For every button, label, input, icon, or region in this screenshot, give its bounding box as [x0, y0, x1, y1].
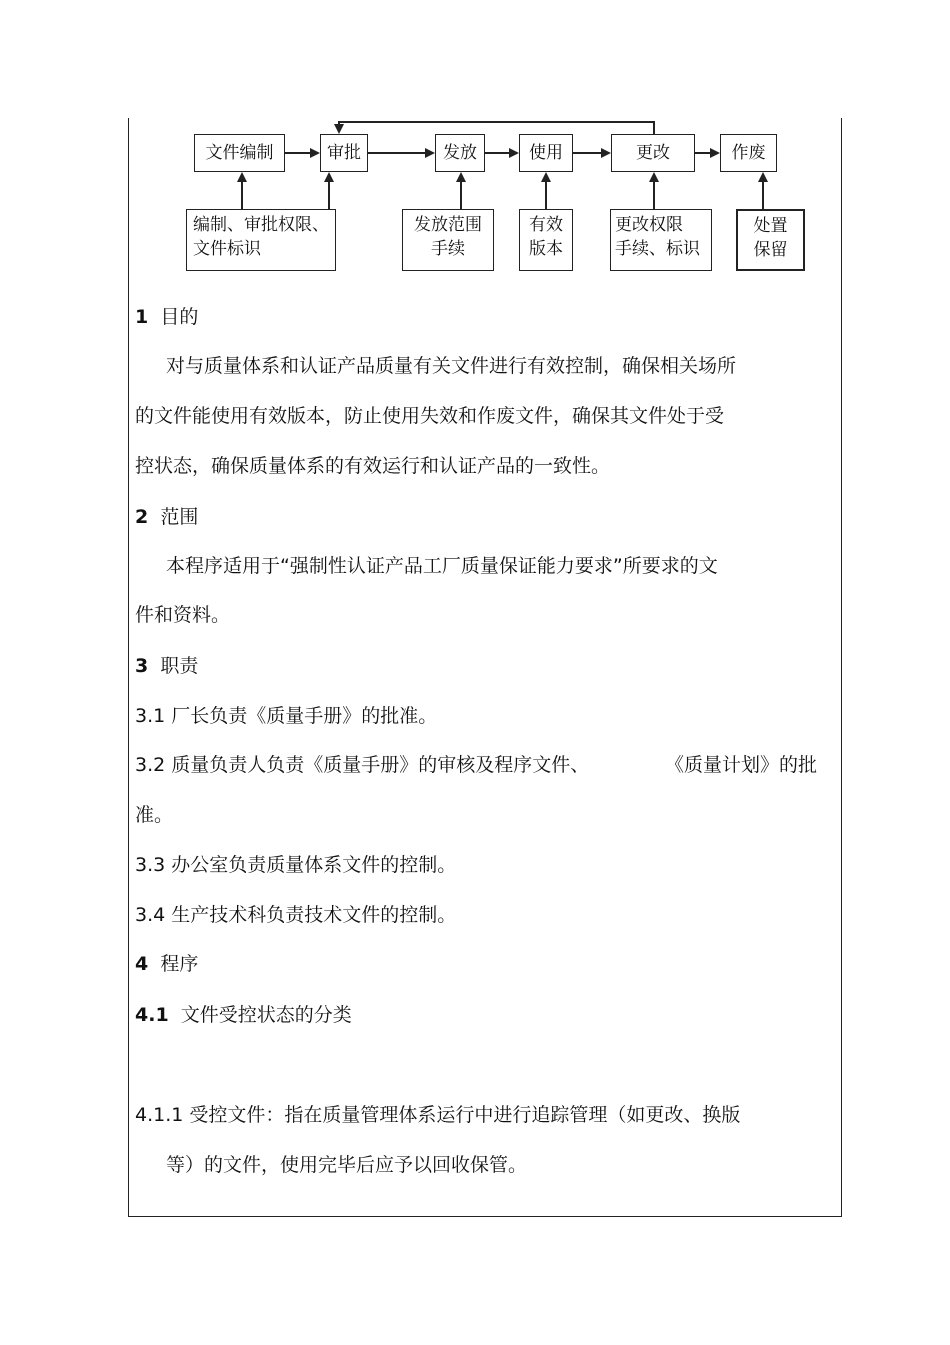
flow-connector — [573, 152, 601, 154]
arrow-right-icon — [601, 148, 611, 158]
note-line: 编制、审批权限、 — [193, 215, 329, 235]
flow-step-label: 发放 — [443, 143, 477, 163]
flow-step-label: 文件编制 — [205, 143, 274, 163]
flow-step-issue — [435, 134, 485, 172]
section-number: 4 — [135, 953, 149, 975]
section-heading-responsibility — [135, 654, 198, 678]
section-title: 范围 — [160, 506, 199, 528]
flow-connector — [545, 181, 547, 209]
clause-3-2-cont: 《质量计划》的批 — [665, 754, 818, 776]
section-number: 3 — [135, 655, 149, 677]
section-title: 目的 — [160, 306, 199, 328]
flow-step-label: 作废 — [731, 143, 766, 163]
arrow-right-icon — [425, 148, 435, 158]
feedback-line — [338, 121, 654, 123]
note-line: 文件标识 — [193, 239, 261, 259]
note-line: 处置 — [753, 216, 788, 236]
arrow-up-icon — [541, 172, 551, 182]
flow-note-change — [610, 209, 712, 271]
clause-4-1 — [135, 1003, 352, 1027]
paragraph-line: 本程序适用于“强制性认证产品工厂质量保证能力要求”所要求的文 — [166, 555, 718, 577]
flow-connector — [653, 181, 655, 209]
arrow-up-icon — [649, 172, 659, 182]
flow-step-draft — [194, 134, 285, 172]
note-line: 保留 — [753, 240, 788, 260]
paragraph-line: 控状态，确保质量体系的有效运行和认证产品的一致性。 — [135, 455, 611, 477]
clause-3-2: 3.2 质量负责人负责《质量手册》的审核及程序文件、 — [135, 754, 590, 776]
flow-connector — [285, 152, 310, 154]
section-number: 4.1 — [135, 1004, 169, 1026]
section-number: 2 — [135, 506, 149, 528]
arrow-up-icon — [758, 172, 768, 182]
note-line: 更改权限 — [615, 215, 683, 235]
feedback-line — [653, 121, 655, 134]
paragraph-line: 件和资料。 — [135, 604, 231, 626]
flow-step-label: 更改 — [636, 143, 670, 163]
clause-4-1-1: 4.1.1 受控文件：指在质量管理体系运行中进行追踪管理（如更改、换版 — [135, 1104, 741, 1126]
flow-note-draft-approve — [186, 209, 336, 271]
flow-step-label: 使用 — [529, 143, 563, 163]
flow-connector — [695, 152, 710, 154]
arrow-up-icon — [456, 172, 466, 182]
flow-note-issue — [402, 209, 494, 271]
clause-3-3: 3.3 办公室负责质量体系文件的控制。 — [135, 854, 457, 876]
arrow-right-icon — [509, 148, 519, 158]
flow-step-approve — [320, 134, 368, 172]
section-title: 程序 — [160, 953, 199, 975]
section-heading-scope — [135, 505, 198, 529]
section-number: 1 — [135, 306, 149, 328]
flow-connector — [485, 152, 509, 154]
note-line: 有效 — [529, 215, 563, 235]
flow-step-void — [720, 134, 777, 172]
section-title: 文件受控状态的分类 — [180, 1004, 352, 1026]
flow-note-use — [519, 209, 573, 271]
arrow-down-icon — [334, 124, 344, 134]
arrow-up-icon — [237, 172, 247, 182]
flow-step-use — [519, 134, 573, 172]
flow-step-label: 审批 — [327, 143, 361, 163]
section-heading-procedure — [135, 952, 198, 976]
flow-connector — [762, 181, 764, 209]
clause-3-2-end: 准。 — [135, 804, 174, 826]
flow-connector — [460, 181, 462, 209]
flow-connector — [368, 152, 425, 154]
clause-3-1: 3.1 厂长负责《质量手册》的批准。 — [135, 705, 438, 727]
clause-4-1-1-cont: 等）的文件，使用完毕后应予以回收保管。 — [166, 1154, 528, 1176]
arrow-right-icon — [710, 148, 720, 158]
note-line: 发放范围 — [414, 215, 482, 235]
note-line: 版本 — [529, 239, 563, 259]
arrow-up-icon — [324, 172, 334, 182]
section-title: 职责 — [160, 655, 199, 677]
flow-step-change — [611, 134, 695, 172]
note-line: 手续 — [431, 239, 465, 259]
flow-note-void — [736, 209, 805, 271]
arrow-right-icon — [310, 148, 320, 158]
clause-3-4: 3.4 生产技术科负责技术文件的控制。 — [135, 904, 457, 926]
paragraph-line: 对与质量体系和认证产品质量有关文件进行有效控制，确保相关场所 — [166, 355, 737, 377]
section-heading-purpose — [135, 305, 198, 329]
note-line: 手续、标识 — [615, 239, 700, 259]
flow-connector — [241, 181, 243, 209]
page-frame — [128, 118, 842, 1217]
paragraph-line: 的文件能使用有效版本，防止使用失效和作废文件，确保其文件处于受 — [135, 405, 725, 427]
flow-connector — [328, 181, 330, 209]
